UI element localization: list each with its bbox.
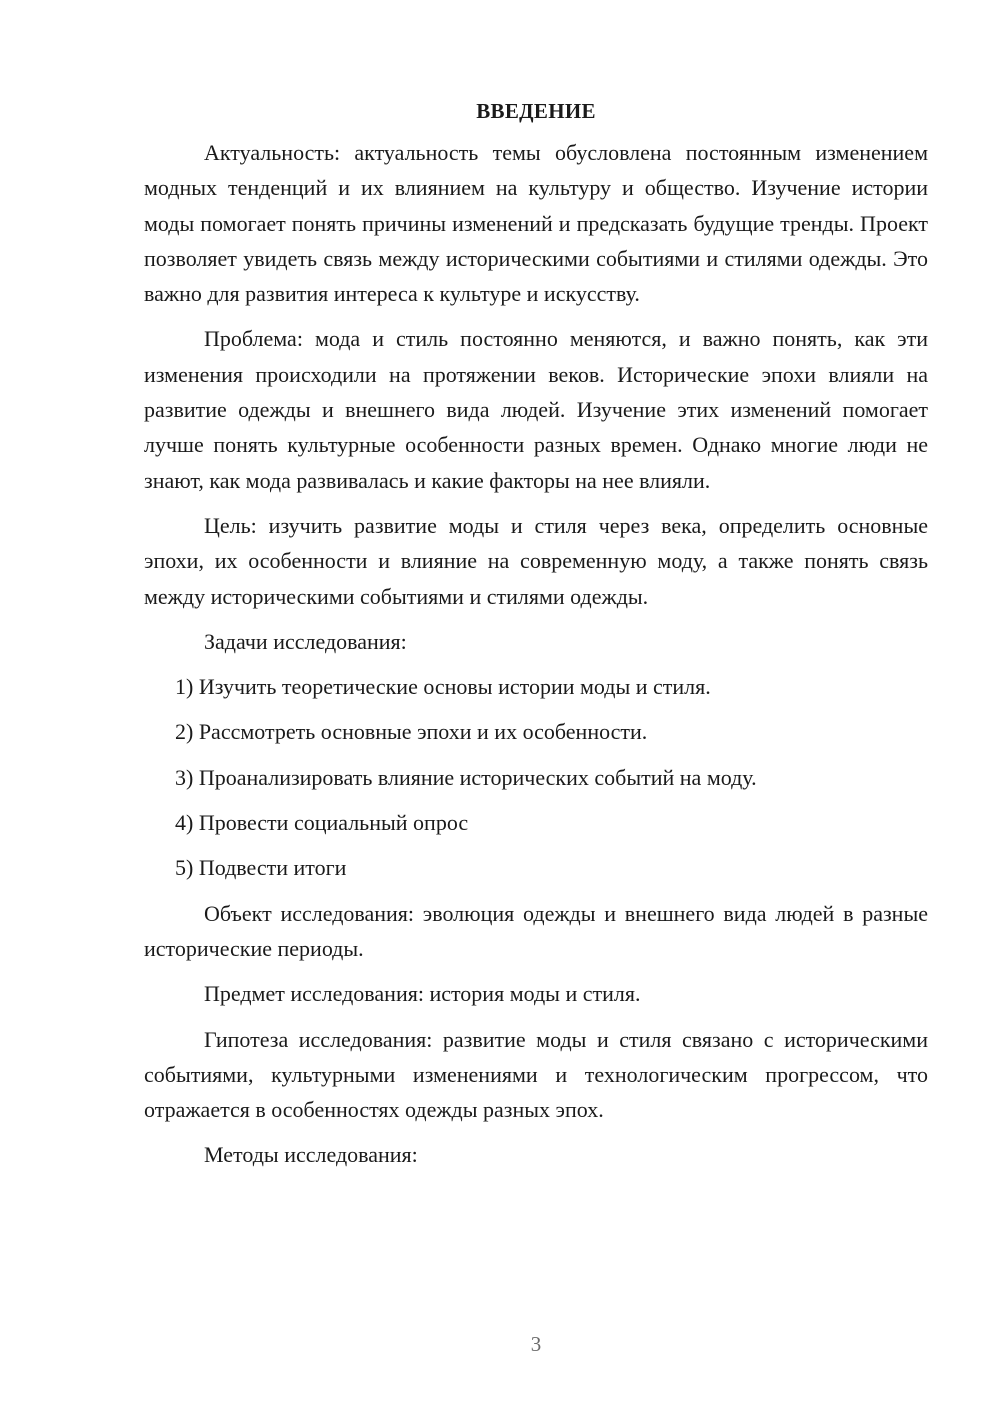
page-number: 3 <box>530 1332 542 1356</box>
hypothesis-paragraph: Гипотеза исследования: развитие моды и стиля связано с историческими событиями, культурными изменениями и технологическим прогрессом, что отражается в особенностях одежды разных эпох. <box>144 1026 928 1123</box>
goal-paragraph: Цель: изучить развитие моды и стиля через века, определить основные эпохи, их особенности и влияние на современную моду, а также понять связь между историческими событиями и стилями одежды. <box>144 512 928 609</box>
task-item: 2) Рассмотреть основные эпохи и их особенности. <box>175 719 648 745</box>
object-paragraph: Объект исследования: эволюция одежды и внешнего вида людей в разные исторические периоды. <box>144 900 928 961</box>
problem-paragraph: Проблема: мода и стиль постоянно меняются, и важно понять, как эти изменения происходили на протяжении веков. Исторические эпохи влияли на развитие одежды и внешнего вида людей. Изучение этих изменений помогает лучше понять культурные особенности разных времен. Однако многие люди не знают, как мода развивалась и какие факторы на нее влияли. <box>144 326 928 493</box>
task-item: 4) Провести социальный опрос <box>175 810 469 836</box>
tasks-heading: Задачи исследования: <box>204 628 407 654</box>
relevance-paragraph: Актуальность: актуальность темы обусловлена постоянным изменением модных тенденций и их влиянием на культуру и общество. Изучение истории моды помогает понять причины изменений и предсказать будущие тренды. Проект позволяет увидеть связь между историческими событиями и стилями одежды. Это важно для развития интереса к культуре и искусству. <box>144 140 928 307</box>
task-item: 3) Проанализировать влияние исторических событий на моду. <box>175 764 757 790</box>
task-item: 5) Подвести итоги <box>175 855 347 881</box>
page-content <box>144 96 928 1183</box>
page-title: ВВЕДЕНИЕ <box>476 99 596 123</box>
task-item: 1) Изучить теоретические основы истории моды и стиля. <box>175 674 711 700</box>
methods-heading: Методы исследования: <box>204 1142 418 1168</box>
tasks-list <box>144 669 928 885</box>
subject-paragraph: Предмет исследования: история моды и стиля. <box>204 981 641 1007</box>
